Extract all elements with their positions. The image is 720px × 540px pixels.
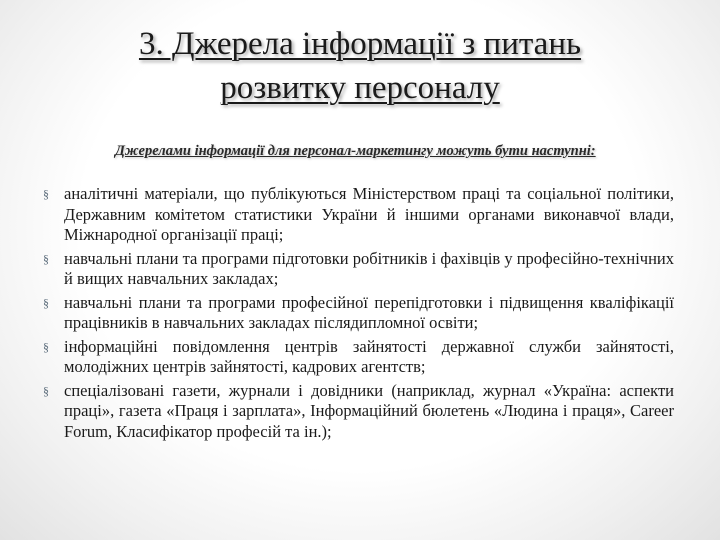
section-sign-icon: § — [43, 187, 49, 201]
list-item — [42, 184, 674, 246]
list-item-text: навчальні плани та програми професійної перепідготовки і підвищення кваліфікації працівників в навчальних закладах післядипломної освіти; — [64, 292, 674, 332]
list-item — [42, 293, 674, 334]
slide-title — [60, 22, 660, 110]
list-item — [42, 249, 674, 290]
list-item — [42, 381, 674, 443]
sources-list — [42, 184, 674, 445]
list-item-text: спеціалізовані газети, журнали і довідники (наприклад, журнал «Україна: аспекти праці», газета «Праця і зарплата», Інформаційний бюлетень «Людина і праця», Career Forum, Класифікатор професій та ін.); — [64, 380, 674, 441]
list-item-text: інформаційні повідомлення центрів зайнятості державної служби зайнятості, молодіжних центрів зайнятості, кадрових агентств; — [64, 336, 674, 376]
list-item-text: аналітичні матеріали, що публікуються Міністерством праці та соціальної політики, Державним комітетом статистики України й іншими органами виконавчої влади, Міжнародної організації праці; — [64, 184, 674, 244]
list-item — [42, 337, 674, 378]
section-sign-icon: § — [43, 339, 49, 354]
title-line-1: 3. Джерела інформації з питань — [138, 26, 582, 62]
intro-label: Джерелами інформації для персонал-маркетингу можуть бути наступні: — [115, 143, 596, 159]
title-line-2: розвитку персоналу — [220, 70, 500, 106]
section-sign-icon: § — [43, 251, 49, 266]
section-sign-icon: § — [43, 383, 49, 398]
section-sign-icon: § — [43, 295, 49, 310]
list-item-text: навчальні плани та програми підготовки робітників і фахівців у професійно-технічних й вищих навчальних закладах; — [64, 248, 674, 288]
intro-text — [43, 142, 683, 160]
